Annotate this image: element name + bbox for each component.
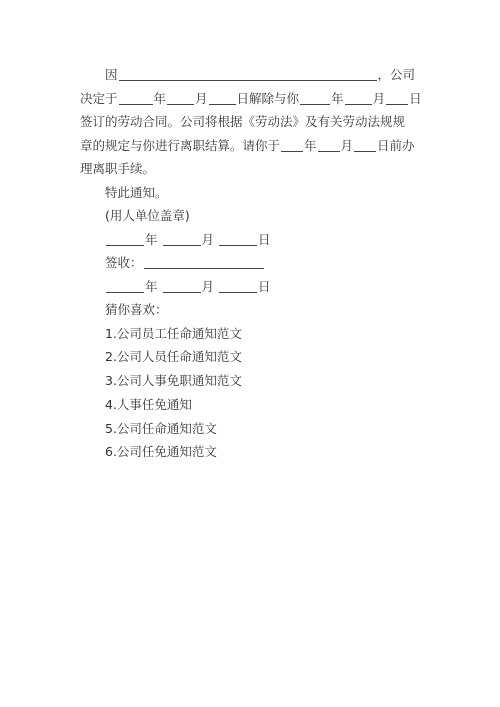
related-item[interactable]: 5.公司任命通知范文 (105, 420, 217, 436)
sign-line (80, 251, 422, 275)
blank-day (209, 89, 236, 105)
blank-date-year (106, 230, 144, 246)
blank-date-month (163, 230, 201, 246)
related-item[interactable]: 6.公司任免通知范文 (105, 444, 217, 460)
blank-year (119, 89, 153, 105)
special-notice: 特此通知。 (105, 184, 168, 200)
blank-year-2 (300, 89, 330, 105)
blank-date-year-2 (106, 277, 144, 293)
related-heading: 猜你喜欢： (105, 302, 168, 317)
text-year-3: 年 (304, 137, 317, 153)
blank-day-3 (354, 136, 376, 152)
related-item[interactable]: 2.公司人员任命通知范文 (105, 349, 242, 365)
text-year-2: 年 (331, 90, 344, 106)
text-because: 因 (105, 67, 118, 82)
blank-date-month-2 (163, 277, 201, 293)
date-line-2 (80, 275, 422, 299)
blank-year-3 (281, 136, 303, 152)
date-line-1 (80, 228, 422, 252)
text-date-day-2: 日 (258, 278, 271, 294)
blank-month (167, 89, 194, 105)
text-before: 日前办 (377, 137, 415, 153)
notice-line-2 (80, 87, 422, 111)
text-sign: 签收： (105, 255, 143, 270)
notice-line-5: 理离职手续。 (80, 161, 156, 176)
notice-line-1 (80, 63, 422, 87)
blank-date-day-2 (219, 277, 257, 293)
text-date-day: 日 (258, 231, 271, 247)
related-item[interactable]: 3.公司人事免职通知范文 (105, 373, 242, 389)
text-month-2: 月 (372, 90, 386, 106)
text-year: 年 (153, 90, 167, 106)
related-item[interactable]: 1.公司员工任命通知范文 (105, 325, 242, 341)
related-item[interactable]: 4.人事任免通知 (105, 396, 192, 412)
text-settlement: 章的规定与你进行离职结算。请你于 (80, 137, 281, 153)
text-date-year: 年 (145, 231, 158, 247)
blank-month-2 (345, 89, 372, 105)
blank-month-3 (318, 136, 340, 152)
related-list (80, 298, 422, 464)
blank-date-day (219, 230, 257, 246)
blank-day-2 (386, 89, 408, 105)
text-month-3: 月 (340, 137, 354, 153)
notice-line-3: 签订的劳动合同。公司将根据《劳动法》及有关劳动法规规 (80, 114, 406, 129)
text-date-month-2: 月 (201, 278, 215, 294)
text-date-year-2: 年 (145, 278, 158, 294)
blank-signature (144, 253, 264, 269)
blank-employee-reason (119, 65, 377, 81)
text-decide: 决定于 (80, 90, 118, 106)
document-body (80, 63, 422, 464)
text-month: 月 (195, 90, 208, 106)
text-day-2: 日 (409, 90, 422, 106)
text-terminate: 日解除与你 (236, 90, 300, 106)
text-company: ，公司 (377, 67, 416, 82)
stamp-label: (用人单位盖章) (105, 208, 190, 223)
text-date-month: 月 (201, 231, 215, 247)
notice-line-4 (80, 134, 422, 158)
